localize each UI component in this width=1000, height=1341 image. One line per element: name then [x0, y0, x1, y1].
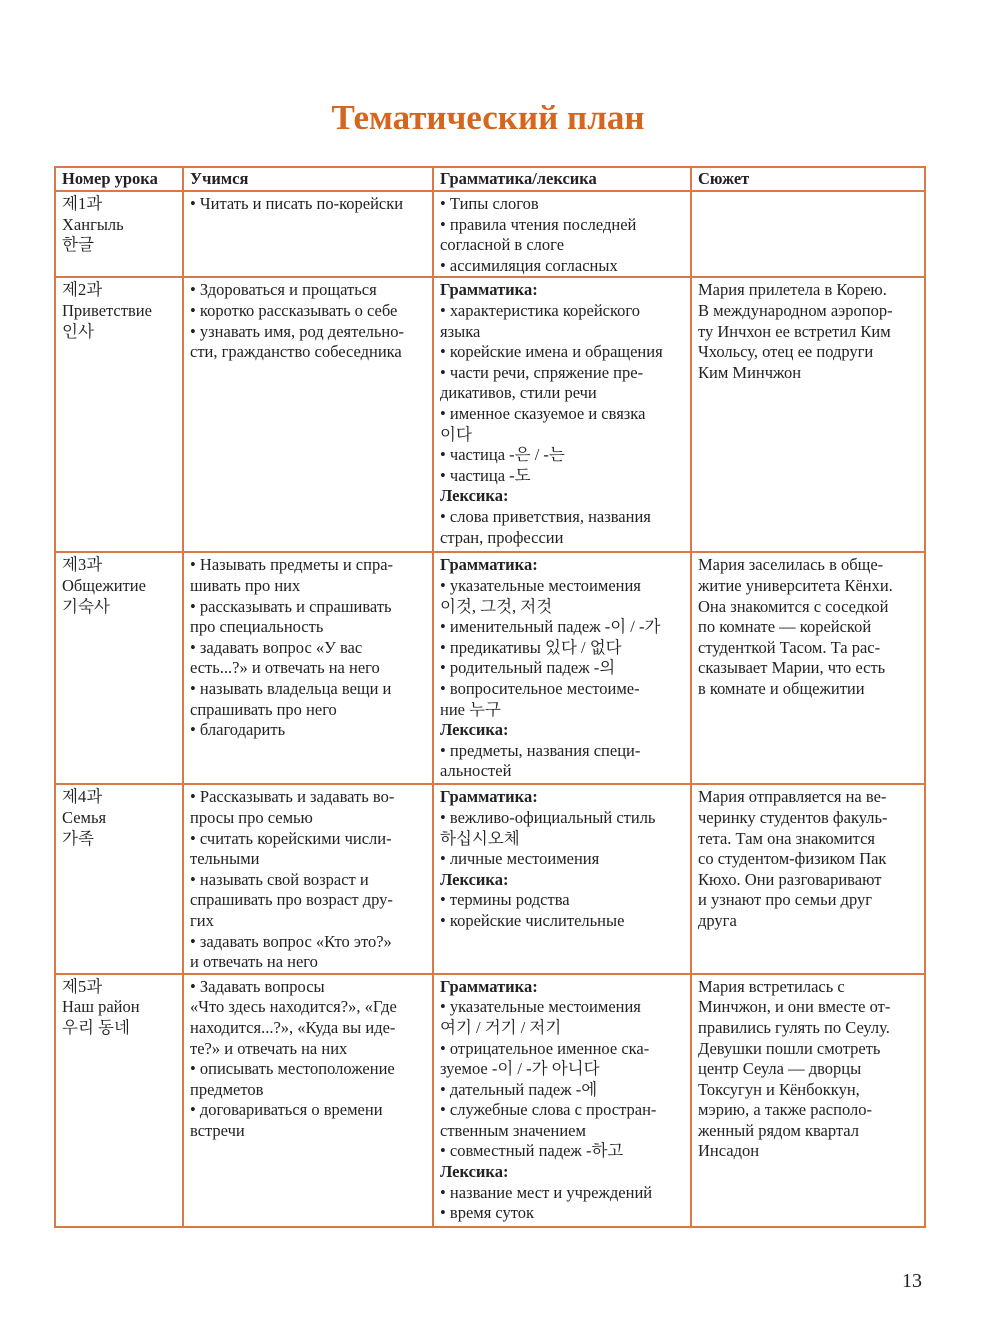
- cell-line: Кюхо. Они разговаривают: [698, 869, 882, 889]
- cell-line: • благодарить: [190, 720, 286, 740]
- cell-line: Мария отправляется на ве-: [698, 787, 887, 807]
- cell-line: в комнате и общежитии: [698, 678, 865, 698]
- cell-line: В международном аэропор-: [698, 300, 893, 320]
- cell-line: просы про семью: [190, 807, 313, 827]
- cell-line: Ким Минчжон: [698, 362, 802, 382]
- learning-cell: [183, 784, 433, 973]
- cell-line: 하십시오체: [440, 828, 520, 848]
- cell-line: • ассимиляция согласных: [440, 255, 618, 275]
- cell-line: • описывать местоположение: [190, 1059, 395, 1079]
- plot-cell: [691, 191, 925, 277]
- cell-line: Семья: [62, 807, 107, 827]
- cell-line: центр Сеула — дворцы: [698, 1059, 862, 1079]
- cell-line: • задавать вопрос «У вас: [190, 637, 363, 657]
- cell-line: • Читать и писать по-корейски: [190, 194, 404, 213]
- plot-cell: [691, 974, 925, 1227]
- learning-cell: [183, 191, 433, 277]
- table-row: [55, 277, 925, 552]
- section-heading: Грамматика:: [440, 555, 538, 575]
- grammar-cell: [433, 552, 691, 784]
- cell-line: тельными: [190, 849, 260, 869]
- cell-line: • характеристика корейского: [440, 300, 641, 320]
- learning-cell: [183, 974, 433, 1227]
- cell-line: шивать про них: [190, 575, 301, 595]
- cell-line: • коротко рассказывать о себе: [190, 300, 398, 320]
- section-heading: Грамматика:: [440, 976, 538, 996]
- cell-line: • дательный падеж -에: [440, 1079, 598, 1099]
- cell-line: Хангыль: [62, 214, 124, 234]
- cell-line: • вежливо-официальный стиль: [440, 807, 656, 827]
- cell-line: друга: [698, 910, 737, 930]
- plot-cell: [691, 552, 925, 784]
- plot-cell: [691, 784, 925, 973]
- learning-cell: [183, 277, 433, 552]
- cell-line: Приветствие: [62, 300, 152, 320]
- cell-line: • именительный падеж -이 / -가: [440, 617, 661, 637]
- cell-line: • договариваться о времени: [190, 1100, 383, 1120]
- cell-line: • название мест и учреждений: [440, 1182, 653, 1202]
- lesson-cell: [55, 974, 183, 1227]
- cell-line: ние 누구: [440, 699, 501, 719]
- cell-line: тета. Там она знакомится: [698, 828, 875, 848]
- cell-line: • слова приветствия, названия: [440, 506, 651, 526]
- cell-line: предметов: [190, 1079, 264, 1099]
- cell-line: • корейские числительные: [440, 910, 625, 930]
- cell-line: языка: [440, 321, 481, 341]
- lesson-cell: [55, 191, 183, 277]
- cell-line: • отрицательное именное ска-: [440, 1038, 650, 1058]
- cell-line: 이것, 그것, 저것: [440, 596, 553, 616]
- cell-line: Минчжон, и они вместе от-: [698, 997, 891, 1017]
- cell-line: альностей: [440, 761, 512, 781]
- cell-line: • указательные местоимения: [440, 997, 641, 1017]
- cell-line: зуемое -이 / -가 아니다: [440, 1059, 600, 1079]
- page-number: 13: [902, 1270, 922, 1292]
- cell-line: согласной в слоге: [440, 235, 565, 255]
- cell-line: • Рассказывать и задавать во-: [190, 787, 395, 807]
- plot-cell: [691, 277, 925, 552]
- cell-line: Мария встретилась с: [698, 976, 845, 996]
- cell-line: Инсадон: [698, 1141, 760, 1161]
- cell-line: по комнате — корейской: [698, 617, 872, 637]
- header-plot: Сюжет: [691, 167, 925, 191]
- cell-line: 여기 / 거기 / 저기: [440, 1017, 562, 1037]
- section-heading: Грамматика:: [440, 787, 538, 807]
- cell-line: 이다: [440, 424, 472, 444]
- cell-line: • частица -은 / -는: [440, 445, 565, 465]
- cell-line: и отвечать на него: [190, 952, 318, 972]
- cell-line: • Называть предметы и спра-: [190, 555, 394, 575]
- cell-line: гих: [190, 910, 214, 930]
- cell-line: Общежитие: [62, 575, 146, 595]
- header-grammar-vocabulary: Грамматика/лексика: [433, 167, 691, 191]
- table-row: [55, 974, 925, 1227]
- cell-line: Чхольсу, отец ее подруги: [698, 342, 874, 362]
- cell-line: спрашивать про возраст дру-: [190, 890, 393, 910]
- cell-line: • указательные местоимения: [440, 575, 641, 595]
- section-heading: Лексика:: [440, 720, 509, 740]
- cell-line: находится...?», «Куда вы иде-: [190, 1017, 396, 1037]
- grammar-cell: [433, 974, 691, 1227]
- cell-line: • корейские имена и обращения: [440, 342, 663, 362]
- cell-line: • термины родства: [440, 890, 570, 910]
- cell-line: 제2과: [62, 280, 103, 300]
- cell-line: правились гулять по Сеулу.: [698, 1017, 890, 1037]
- cell-line: • части речи, спряжение пре-: [440, 362, 644, 382]
- section-heading: Лексика:: [440, 869, 509, 889]
- page-title: Тематический план: [331, 98, 645, 137]
- cell-line: Она знакомится с соседкой: [698, 596, 889, 616]
- cell-line: 우리 동네: [62, 1017, 130, 1037]
- cell-line: про специальность: [190, 617, 324, 637]
- cell-line: • рассказывать и спрашивать: [190, 596, 392, 616]
- section-heading: Грамматика:: [440, 280, 538, 300]
- grammar-cell: [433, 784, 691, 973]
- cell-line: • Типы слогов: [440, 194, 539, 213]
- table-row: [55, 552, 925, 784]
- cell-line: • называть свой возраст и: [190, 869, 369, 889]
- cell-line: те?» и отвечать на них: [190, 1038, 348, 1058]
- cell-line: «Что здесь находится?», «Где: [190, 997, 397, 1017]
- cell-line: 제1과: [62, 194, 103, 213]
- cell-line: дикативов, стили речи: [440, 383, 597, 403]
- cell-line: есть...?» и отвечать на него: [190, 658, 380, 678]
- cell-line: 인사: [62, 321, 94, 341]
- grammar-cell: [433, 277, 691, 552]
- cell-line: ту Инчхон ее встретил Ким: [698, 321, 891, 341]
- cell-line: • именное сказуемое и связка: [440, 403, 646, 423]
- cell-line: • правила чтения последней: [440, 214, 637, 234]
- header-lesson-number: Номер урока: [55, 167, 183, 191]
- cell-line: • называть владельца вещи и: [190, 678, 392, 698]
- cell-line: • предикативы 있다 / 없다: [440, 637, 622, 657]
- cell-line: Наш район: [62, 997, 140, 1017]
- cell-line: • узнавать имя, род деятельно-: [190, 321, 404, 341]
- learning-cell: [183, 552, 433, 784]
- cell-line: 기숙사: [62, 596, 110, 616]
- cell-line: черинку студентов факуль-: [698, 807, 888, 827]
- lesson-cell: [55, 552, 183, 784]
- cell-line: со студентом-физиком Пак: [698, 849, 887, 869]
- cell-line: • Задавать вопросы: [190, 976, 325, 996]
- table-row: [55, 191, 925, 277]
- cell-line: и узнают про семьи друг: [698, 890, 872, 910]
- cell-line: сти, гражданство собеседника: [190, 342, 402, 362]
- cell-line: • совместный падеж -하고: [440, 1141, 624, 1161]
- cell-line: ственным значением: [440, 1120, 586, 1140]
- cell-line: 제3과: [62, 555, 103, 575]
- lesson-cell: [55, 784, 183, 973]
- cell-line: • предметы, названия специ-: [440, 740, 641, 760]
- cell-line: 한글: [62, 235, 94, 255]
- cell-line: Девушки пошли смотреть: [698, 1038, 881, 1058]
- cell-line: • личные местоимения: [440, 849, 600, 869]
- cell-line: мэрию, а также располо-: [698, 1100, 872, 1120]
- cell-line: • вопросительное местоиме-: [440, 678, 640, 698]
- cell-line: студенткой Тасом. Та рас-: [698, 637, 881, 657]
- grammar-cell: [433, 191, 691, 277]
- lesson-cell: [55, 277, 183, 552]
- cell-line: житие университета Кёнхи.: [698, 575, 893, 595]
- table-row: [55, 784, 925, 973]
- cell-line: • служебные слова с простран-: [440, 1100, 657, 1120]
- cell-line: Мария прилетела в Корею.: [698, 280, 887, 300]
- cell-line: 가족: [62, 828, 94, 848]
- cell-line: • частица -도: [440, 465, 531, 485]
- table-header-row: [55, 167, 925, 191]
- cell-line: • время суток: [440, 1203, 535, 1223]
- cell-line: • Здороваться и прощаться: [190, 280, 377, 300]
- cell-line: 제4과: [62, 787, 103, 807]
- thematic-plan-table: [54, 166, 926, 1228]
- section-heading: Лексика:: [440, 1162, 509, 1182]
- cell-line: спрашивать про него: [190, 699, 337, 719]
- cell-line: • считать корейскими числи-: [190, 828, 392, 848]
- cell-line: Мария заселилась в обще-: [698, 555, 884, 575]
- cell-line: стран, профессии: [440, 527, 564, 547]
- cell-line: встречи: [190, 1120, 245, 1140]
- cell-line: • задавать вопрос «Кто это?»: [190, 931, 392, 951]
- cell-line: Токсугун и Кёнбоккун,: [698, 1079, 860, 1099]
- section-heading: Лексика:: [440, 486, 509, 506]
- cell-line: сказывает Марии, что есть: [698, 658, 886, 678]
- header-learning: Учимся: [183, 167, 433, 191]
- cell-line: • родительный падеж -의: [440, 658, 616, 678]
- cell-line: 제5과: [62, 976, 103, 996]
- cell-line: женный рядом квартал: [698, 1120, 860, 1140]
